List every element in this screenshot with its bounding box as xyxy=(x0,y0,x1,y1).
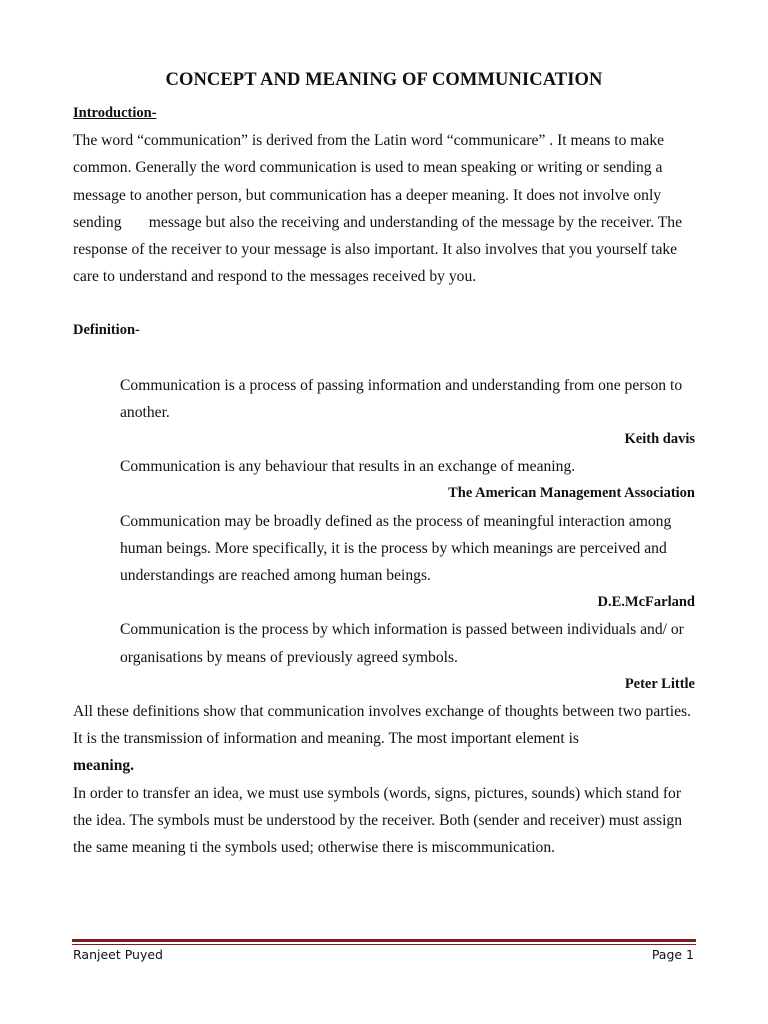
definition-quote: Communication is a process of passing information and understanding from one person to another. xyxy=(120,376,683,421)
page-number: Page 1 xyxy=(651,947,694,962)
definition-author: Keith davis xyxy=(624,431,695,448)
footer-author: Ranjeet Puyed xyxy=(73,947,163,962)
summary-text: All these definitions show that communication involves exchange of thoughts between two parties. It is the transmission of information and meaning. The most important element is xyxy=(73,703,691,748)
definition-quote: Communication may be broadly defined as the process of meaningful interaction among human beings. More specifically, it is the process by which meanings are perceived and understandings are reached among human beings. xyxy=(120,512,672,585)
introduction-heading: Introduction- xyxy=(73,105,157,121)
definition-author: The American Management Association xyxy=(448,485,695,502)
document-body xyxy=(73,100,695,861)
spacer xyxy=(73,290,695,317)
summary-emphasis: meaning. xyxy=(73,757,135,775)
page-footer xyxy=(73,947,694,962)
introduction-paragraph: The word “communication” is derived from the Latin word “communicare” . It means to make common. Generally the word communication is used to mean speaking or writing or sending a message to another person, but communication has a deeper meaning. It does not involve only sending message but also the receiving and understanding of the message by the receiver. The response of the receiver to your message is also important. It also involves that you yourself take care to understand and respond to the messages received by you. xyxy=(73,132,682,286)
summary-paragraph xyxy=(73,698,695,780)
definition-author: D.E.McFarland xyxy=(597,594,695,611)
symbols-paragraph: In order to transfer an idea, we must use symbols (words, signs, pictures, sounds) which stand for the idea. The symbols must be understood by the receiver. Both (sender and receiver) must assign the same meaning ti the symbols used; otherwise there is miscommunication. xyxy=(73,784,683,857)
definition-author: Peter Little xyxy=(624,675,695,692)
definition-quote: Communication is the process by which information is passed between individuals and/ or organisations by means of previously agreed symbols. xyxy=(120,621,684,666)
definition-heading: Definition- xyxy=(73,322,140,339)
footer-rule-thin xyxy=(72,944,696,945)
spacer xyxy=(73,345,695,372)
footer-rule xyxy=(72,939,696,942)
document-title: CONCEPT AND MEANING OF COMMUNICATION xyxy=(165,70,603,90)
definition-quote: Communication is any behaviour that results in an exchange of meaning. xyxy=(120,458,576,476)
